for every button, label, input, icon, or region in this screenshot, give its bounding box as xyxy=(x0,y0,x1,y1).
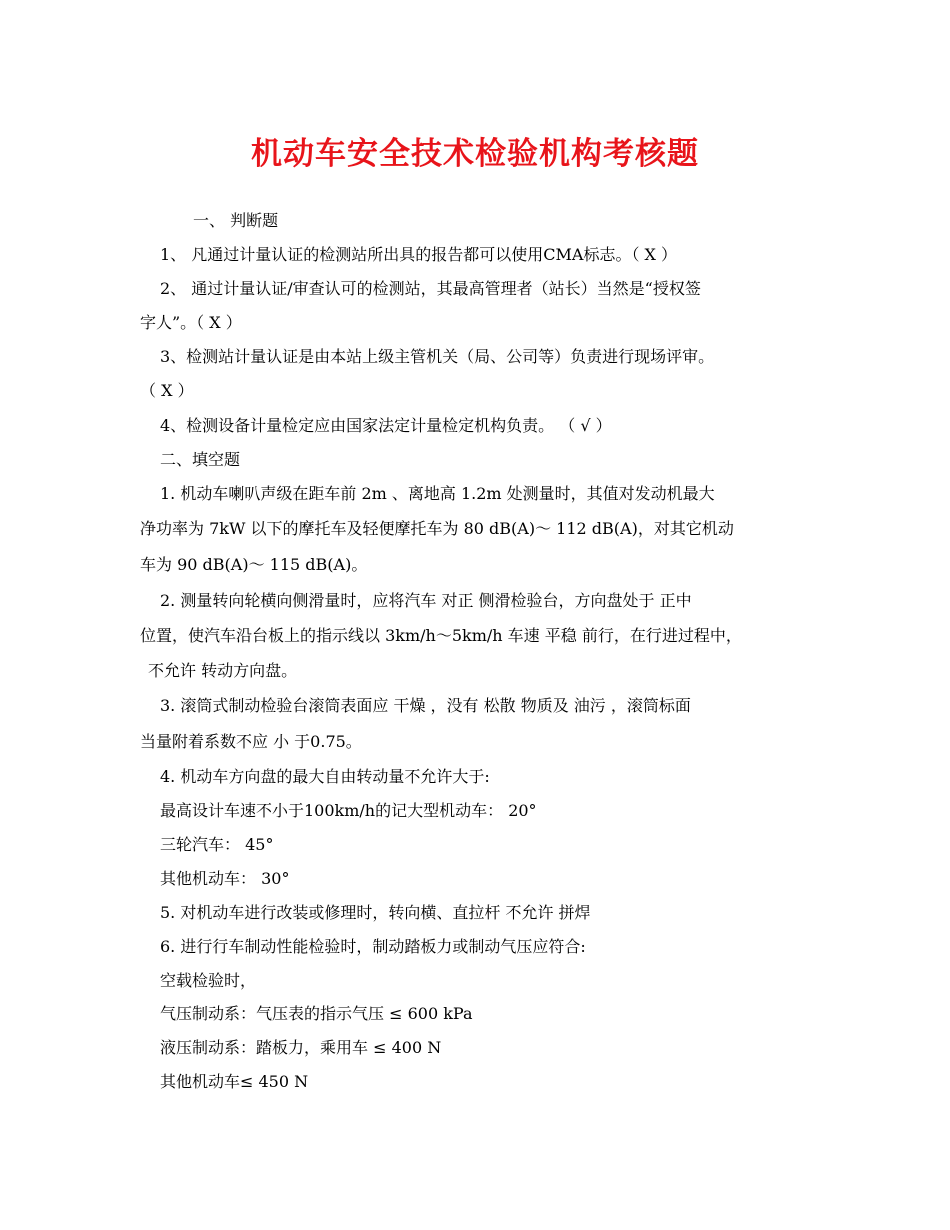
question-line: （ X ） xyxy=(140,381,194,400)
section-heading-judgment: 一、 判断题 xyxy=(193,211,279,230)
question-line: 3、检测站计量认证是由本站上级主管机关（局、公司等）负责进行现场评审。 xyxy=(160,347,715,366)
question-line: 1、 凡通过计量认证的检测站所出具的报告都可以使用CMA标志。（ X ） xyxy=(160,245,678,264)
question-line: 位置，使汽车沿台板上的指示线以 3km/h～5km/h 车速 平稳 前行，在行进过程中， xyxy=(140,626,742,645)
question-line: 当量附着系数不应 小 于0.75。 xyxy=(140,732,362,751)
page-title: 机动车安全技术检验机构考核题 xyxy=(251,136,699,172)
section-heading-fill: 二、填空题 xyxy=(160,450,241,469)
question-line: 2、 通过计量认证/审查认可的检测站，其最高管理者（站长）当然是“授权签 xyxy=(160,279,701,298)
question-line: 净功率为 7kW 以下的摩托车及轻便摩托车为 80 dB(A)～ 112 dB(A)，对其它机动 xyxy=(140,519,734,538)
question-line: 气压制动系：气压表的指示气压 ≤ 600 kPa xyxy=(160,1004,473,1023)
question-line: 1. 机动车喇叭声级在距车前 2m 、离地高 1.2m 处测量时，其值对发动机最大 xyxy=(160,484,715,503)
question-line: 字人”。（ X ） xyxy=(140,313,242,332)
question-line: 三轮汽车： 45° xyxy=(160,835,274,854)
question-line: 2. 测量转向轮横向侧滑量时，应将汽车 对正 侧滑检验台，方向盘处于 正中 xyxy=(160,591,692,610)
question-line: 空载检验时， xyxy=(160,971,257,990)
question-line: 其他机动车： 30° xyxy=(160,869,290,888)
question-line: 不允许 转动方向盘。 xyxy=(148,661,298,680)
question-line: 车为 90 dB(A)～ 115 dB(A)。 xyxy=(140,555,368,574)
question-line: 最高设计车速不小于100km/h的记大型机动车： 20° xyxy=(160,801,537,820)
question-line: 5. 对机动车进行改装或修理时，转向横、直拉杆 不允许 拼焊 xyxy=(160,903,591,922)
question-line: 3. 滚筒式制动检验台滚筒表面应 干燥 ，没有 松散 物质及 油污 ，滚筒标面 xyxy=(160,696,691,715)
question-line: 6. 进行行车制动性能检验时，制动踏板力或制动气压应符合: xyxy=(160,937,586,956)
question-line: 4、检测设备计量检定应由国家法定计量检定机构负责。 （ √ ） xyxy=(160,416,612,435)
question-line: 4. 机动车方向盘的最大自由转动量不允许大于: xyxy=(160,767,490,786)
question-line: 其他机动车≤ 450 N xyxy=(160,1072,309,1091)
question-line: 液压制动系：踏板力，乘用车 ≤ 400 N xyxy=(160,1038,442,1057)
